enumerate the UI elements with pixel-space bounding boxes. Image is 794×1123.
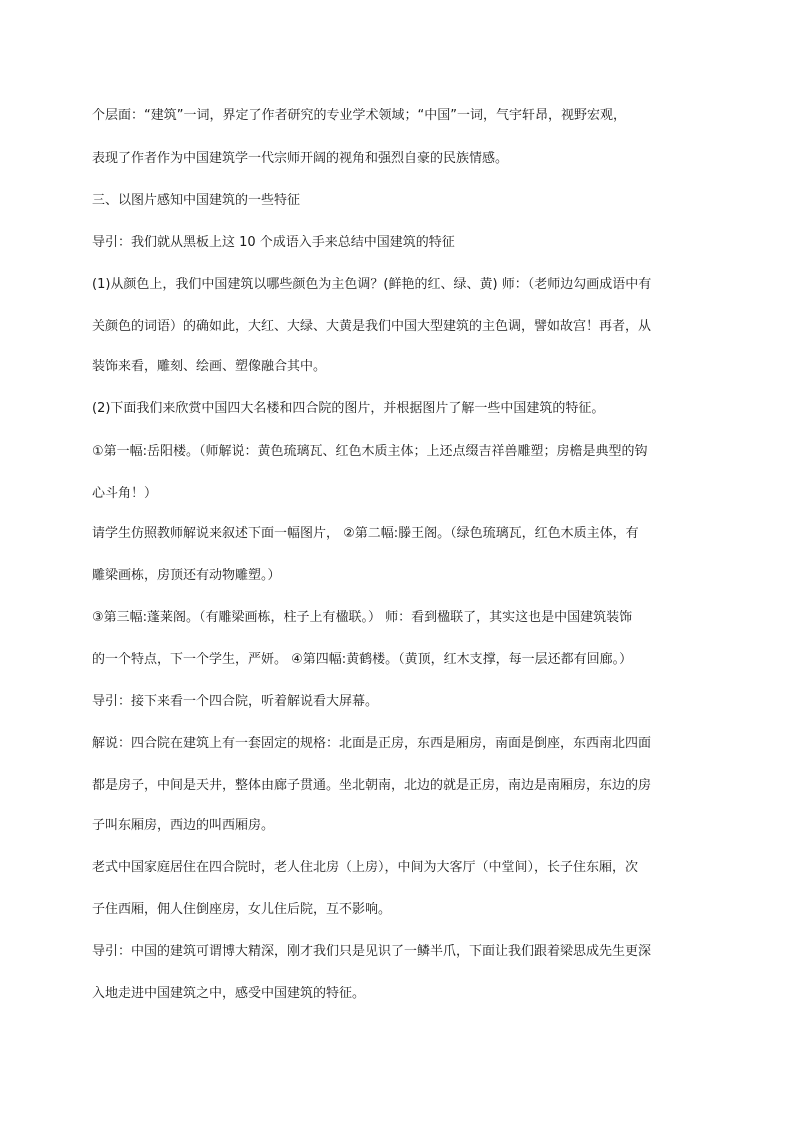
text-line: 心斗角！） — [92, 486, 158, 501]
text-line: 导引：接下来看一个四合院，听着解说看大屏幕。 — [92, 694, 379, 709]
text-line: 请学生仿照教师解说来叙述下面一幅图片， ②第二幅:滕王阁。（绿色琉璃瓦，红色木质主体，有 — [92, 526, 639, 541]
text-line: (2)下面我们来欣赏中国四大名楼和四合院的图片，并根据图片了解一些中国建筑的特征。 — [92, 401, 605, 416]
text-line: 子叫东厢房，西边的叫西厢房。 — [92, 818, 275, 833]
text-line: 雕梁画栋，房顶还有动物雕塑。） — [92, 568, 281, 583]
text-line: 导引：我们就从黑板上这 10 个成语入手来总结中国建筑的特征 — [92, 235, 455, 250]
text-line: 关颜色的词语）的确如此，大红、大绿、大黄是我们中国大型建筑的主色调，譬如故宫！再者，从 — [92, 319, 652, 334]
text-line: ③第三幅:蓬莱阁。（有雕梁画栋，柱子上有楹联。） 师：看到楹联了，其实这也是中国建筑装饰 — [92, 610, 633, 625]
text-line: 表现了作者作为中国建筑学一代宗师开阔的视角和强烈自豪的民族情感。 — [92, 151, 509, 166]
section-heading: 三、以图片感知中国建筑的一些特征 — [92, 193, 301, 208]
text-line: 都是房子，中间是天井，整体由廊子贯通。坐北朝南，北边的就是正房，南边是南厢房，东边的房 — [92, 778, 652, 793]
text-line: ①第一幅:岳阳楼。（师解说：黄色琉璃瓦、红色木质主体；上还点缀吉祥兽雕塑；房檐是典型的钩 — [92, 444, 648, 459]
text-line: 装饰来看，雕刻、绘画、塑像融合其中。 — [92, 359, 327, 374]
text-line: 解说：四合院在建筑上有一套固定的规格：北面是正房，东西是厢房，南面是倒座，东西南北四面 — [92, 736, 652, 751]
text-line: 老式中国家庭居住在四合院时，老人住北房（上房），中间为大客厅（中堂间），长子住东厢，次 — [92, 860, 639, 875]
text-line: 导引：中国的建筑可谓博大精深，刚才我们只是见识了一鳞半爪，下面让我们跟着梁思成先生更深 — [92, 944, 652, 959]
text-line: (1)从颜色上，我们中国建筑以哪些颜色为主色调？(鲜艳的红、绿、黄) 师：（老师边勾画成语中有 — [92, 277, 652, 292]
text-line: 的一个特点，下一个学生，严妍。 ④第四幅:黄鹤楼。（黄顶，红木支撑，每一层还都有回廊。） — [92, 652, 633, 667]
text-line: 入地走进中国建筑之中，感受中国建筑的特征。 — [92, 986, 366, 1001]
text-line: 子住西厢，佣人住倒座房，女儿住后院，互不影响。 — [92, 902, 392, 917]
text-line: 个层面：“建筑”一词，界定了作者研究的专业学术领域；“中国”一词，气宇轩昂，视野宏观， — [92, 108, 626, 123]
